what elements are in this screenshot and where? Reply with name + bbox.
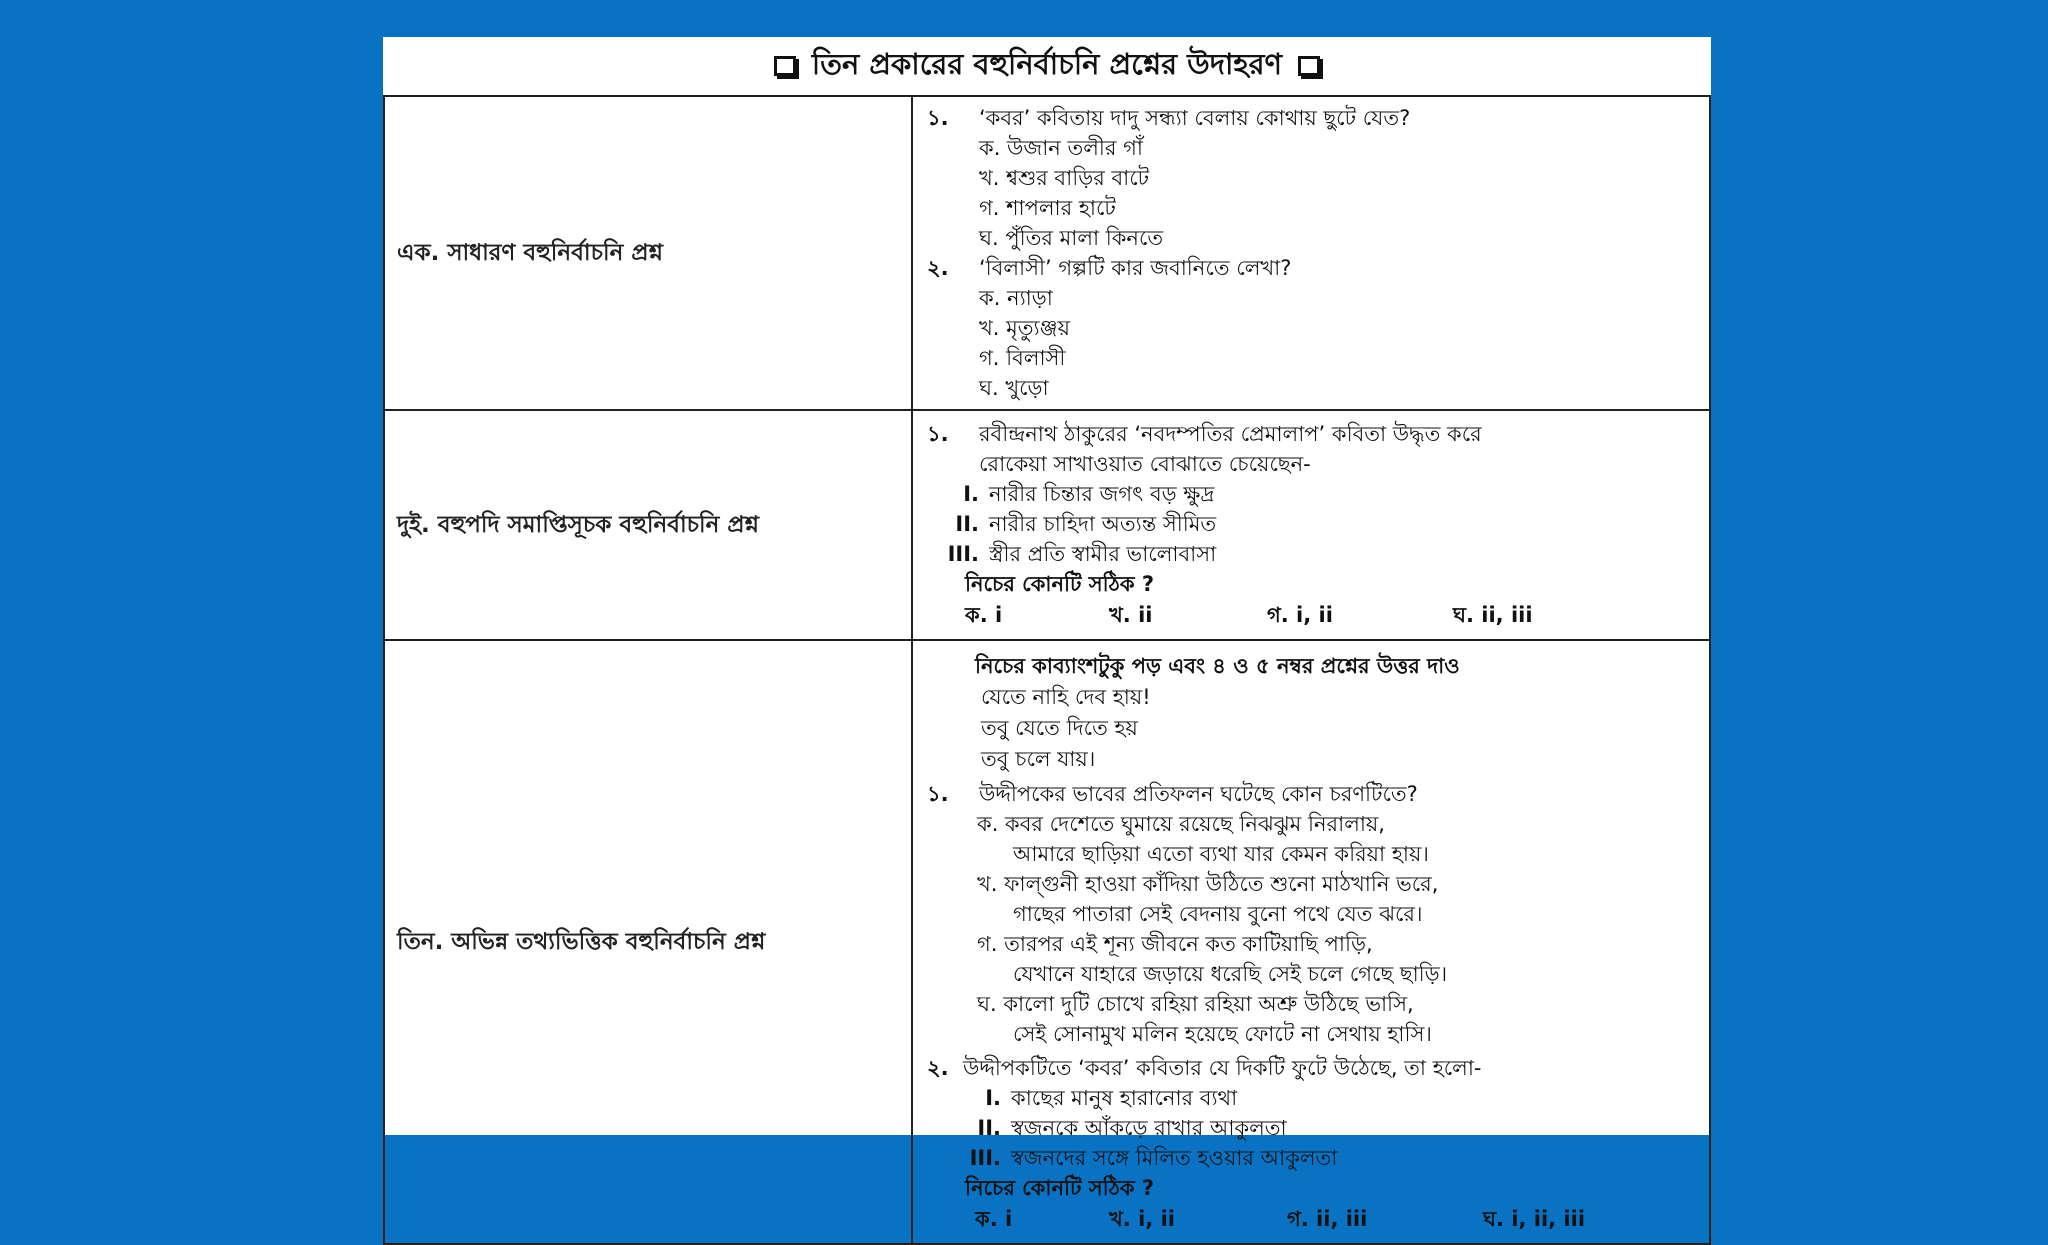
choice: ঘ. ii, iii — [1453, 603, 1533, 627]
instruction: নিচের কাব্যাংশটুকু পড় এবং ৪ ও ৫ নম্বর প্রশ্নের উত্তর দাও — [975, 653, 1460, 678]
option-cont: আমারে ছাড়িয়া এতো ব্যথা যার কেমন করিয়া হায়। — [1013, 841, 1429, 866]
choice: খ. i, ii — [1109, 1206, 1175, 1231]
which-correct: নিচের কোনটি সঠিক ? — [965, 572, 1155, 596]
option: ক. ন্যাড়া — [979, 286, 1053, 310]
choice: খ. ii — [1109, 603, 1153, 627]
row-label: এক. সাধারণ বহুনির্বাচনি প্রশ্ন — [384, 96, 912, 410]
statement — [913, 539, 1693, 569]
statement — [913, 1143, 1693, 1173]
which-correct: নিচের কোনটি সঠিক ? — [965, 1175, 1155, 1200]
option-cont: গাছের পাতারা সেই বেদনায় বুনো পথে যেত ঝরে। — [1013, 901, 1423, 926]
statement-text: স্বজনদের সঙ্গে মিলিত হওয়ার আকুলতা — [1011, 1145, 1338, 1170]
choice: ঘ. i, ii, iii — [1483, 1206, 1586, 1231]
option: ক. কবর দেশেতে ঘুমায়ে রয়েছে নিঝঝুম নিরালায়, — [977, 811, 1385, 836]
row-content — [912, 96, 1710, 410]
poem-line: তবু যেতে দিতে হয় — [981, 715, 1138, 740]
option: গ. তারপর এই শূন্য জীবনে কত কাটিয়াছি পাড়ি, — [977, 931, 1373, 956]
statement — [913, 1113, 1693, 1143]
question-number: ২. — [927, 256, 949, 280]
option: গ. শাপলার হাটে — [979, 196, 1116, 220]
option: খ. মৃত্যুঞ্জয় — [979, 316, 1070, 340]
sheet-title — [383, 37, 1711, 95]
table-row — [384, 410, 1710, 640]
title-text: তিন প্রকারের বহুনির্বাচনি প্রশ্নের উদাহরণ — [811, 46, 1283, 81]
question-table — [383, 95, 1711, 1245]
answer-choices — [913, 1203, 1693, 1235]
question-text: উদ্দীপকের ভাবের প্রতিফলন ঘটেছে কোন চরণটিতে? — [979, 781, 1418, 806]
row-content — [912, 410, 1710, 640]
options — [913, 283, 1693, 403]
question-number: ১. — [927, 106, 949, 130]
checkbox-square-icon — [1298, 56, 1320, 76]
table-row — [384, 96, 1710, 410]
row-content — [912, 640, 1710, 1244]
statement — [913, 479, 1693, 509]
question — [913, 103, 1693, 133]
option: ক. উজান তলীর গাঁ — [979, 136, 1143, 160]
option: ঘ. কালো দুটি চোখে রহিয়া রহিয়া অশ্রু উঠিছে ভাসি, — [977, 991, 1414, 1016]
question-number: ২. — [927, 1055, 949, 1080]
table-row — [384, 640, 1710, 1244]
question-number: ১. — [927, 422, 949, 446]
option: ঘ. খুড়ো — [979, 376, 1049, 400]
answer-choices — [913, 599, 1693, 631]
question — [913, 1053, 1693, 1083]
question-number: ১. — [927, 781, 949, 806]
question-sheet — [383, 37, 1711, 1231]
question-text: উদ্দীপকটিতে ‘কবর’ কবিতার যে দিকটি ফুটে উঠেছে, তা হলো- — [963, 1055, 1482, 1080]
option: ঘ. পুঁতির মালা কিনতে — [979, 226, 1164, 250]
option: গ. বিলাসী — [979, 346, 1066, 370]
row-label: দুই. বহুপদি সমাপ্তিসূচক বহুনির্বাচনি প্রশ্ন — [384, 410, 912, 640]
statement-text: কাছের মানুষ হারানোর ব্যথা — [1011, 1085, 1238, 1110]
choice: ক. i — [965, 603, 1003, 627]
option: খ. ফাল্গুনী হাওয়া কাঁদিয়া উঠিতে শুনো মাঠখানি ভরে, — [977, 871, 1439, 896]
row-label: তিন. অভিন্ন তথ্যভিত্তিক বহুনির্বাচনি প্রশ্ন — [384, 640, 912, 1244]
statement-number: I. — [963, 482, 979, 506]
options — [913, 133, 1693, 253]
statement-text: স্ত্রীর প্রতি স্বামীর ভালোবাসা — [989, 542, 1217, 566]
statement-number: II. — [955, 512, 979, 536]
question — [913, 253, 1693, 283]
choice: গ. ii, iii — [1287, 1206, 1368, 1231]
statement — [913, 1083, 1693, 1113]
question-text: রবীন্দ্রনাথ ঠাকুরের ‘নবদম্পতির প্রেমালাপ’ কবিতা উদ্ধৃত করে — [979, 422, 1482, 446]
choice: গ. i, ii — [1267, 603, 1333, 627]
option: খ. শ্বশুর বাড়ির বাটে — [979, 166, 1150, 190]
question-text-cont: রোকেয়া সাখাওয়াত বোঝাতে চেয়েছেন- — [979, 452, 1311, 476]
question — [913, 779, 1693, 809]
statement-text: নারীর চিন্তার জগৎ বড় ক্ষুদ্র — [989, 482, 1215, 506]
question — [913, 419, 1693, 449]
option-cont: সেই সোনামুখ মলিন হয়েছে ফোটে না সেথায় হাসি। — [1013, 1021, 1432, 1046]
statement-number: II. — [977, 1115, 1001, 1140]
statement-text: নারীর চাহিদা অত্যন্ত সীমিত — [989, 512, 1217, 536]
checkbox-square-icon — [774, 56, 796, 76]
statement-number: III. — [947, 542, 979, 566]
question-text: ‘বিলাসী’ গল্পটি কার জবানিতে লেখা? — [979, 256, 1292, 280]
statement — [913, 509, 1693, 539]
poem-line: যেতে নাহি দেব হায়! — [981, 684, 1151, 709]
choice: ক. i — [975, 1206, 1013, 1231]
question-text: ‘কবর’ কবিতায় দাদু সন্ধ্যা বেলায় কোথায় ছুটে যেত? — [979, 106, 1411, 130]
poem-line: তবু চলে যায়। — [981, 746, 1096, 771]
statement-text: স্বজনকে আঁকড়ে রাখার আকুলতা — [1011, 1115, 1287, 1140]
option-cont: যেখানে যাহারে জড়ায়ে ধরেছি সেই চলে গেছে ছাড়ি। — [1013, 961, 1448, 986]
statement-number: I. — [985, 1085, 1001, 1110]
statement-number: III. — [969, 1145, 1001, 1170]
